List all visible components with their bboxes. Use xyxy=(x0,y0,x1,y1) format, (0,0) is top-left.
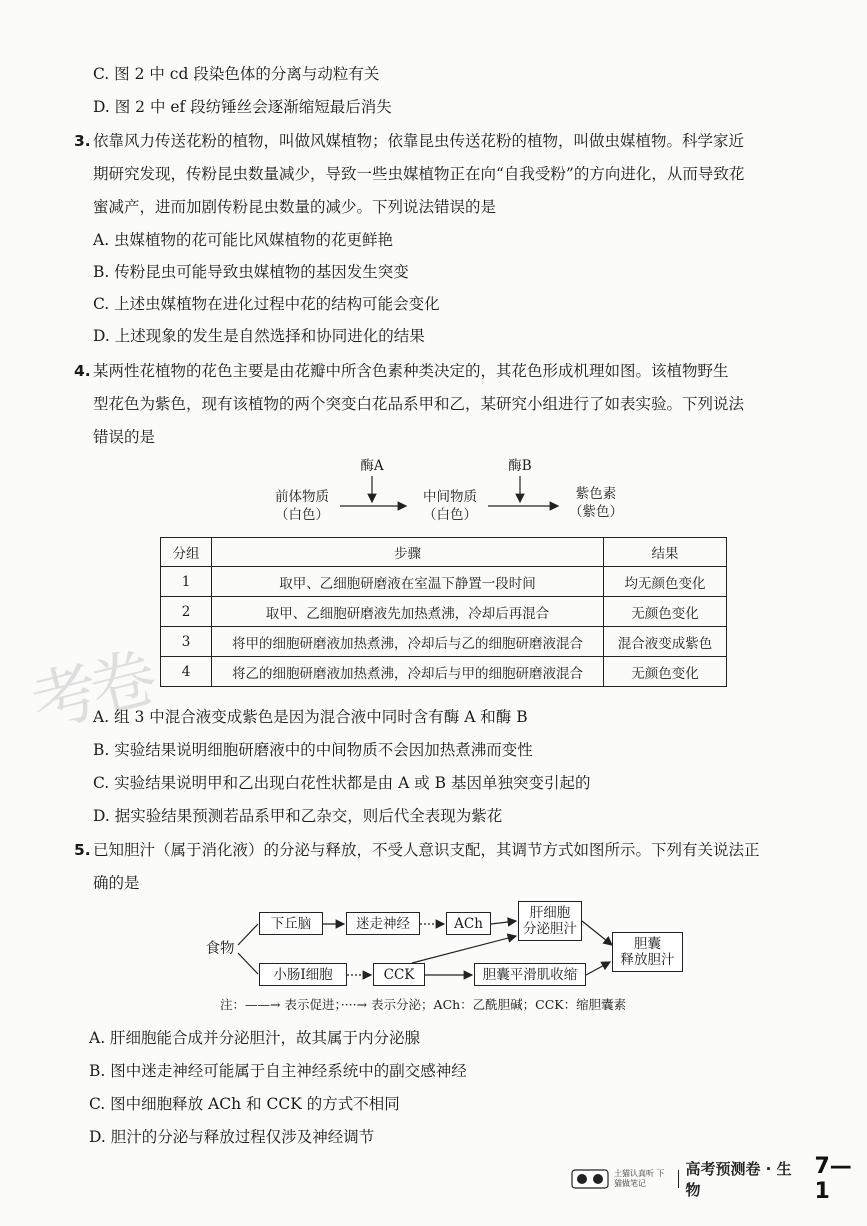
option-5B: B. 图中迷走神经可能属于自主神经系统中的副交感神经 xyxy=(89,1062,467,1080)
enzyme-b-label: 酶B xyxy=(508,458,532,474)
cell-group: 3 xyxy=(161,627,212,657)
vagus-box: 迷走神经 xyxy=(346,912,420,935)
question-3-number: 3. xyxy=(74,132,91,150)
option-3D: D. 上述现象的发生是自然选择和协同进化的结果 xyxy=(93,327,425,345)
option-4B: B. 实验结果说明细胞研磨液中的中间物质不会因加热煮沸而变性 xyxy=(93,741,533,759)
cell-group: 2 xyxy=(161,597,212,627)
watermark: 考卷 xyxy=(23,639,159,744)
option-4D: D. 据实验结果预测若品系甲和乙杂交，则后代全表现为紫花 xyxy=(93,807,503,825)
option-2C: C. 图 2 中 cd 段染色体的分离与动粒有关 xyxy=(93,65,380,83)
option-5A: A. 肝细胞能合成并分泌胆汁，故其属于内分泌腺 xyxy=(89,1029,421,1047)
gallbladder-label-2: 释放胆汁 xyxy=(620,952,675,968)
header-group: 分组 xyxy=(161,538,212,567)
liver-label-1: 肝细胞 xyxy=(529,905,571,921)
cell-result: 无颜色变化 xyxy=(604,657,727,687)
cell-group: 1 xyxy=(161,567,212,597)
cell-steps: 取甲、乙细胞研磨液先加热煮沸，冷却后再混合 xyxy=(212,597,604,627)
question-4-stem-3: 错误的是 xyxy=(93,428,156,446)
arrow-muscle-gallbladder xyxy=(586,962,610,975)
muscle-box: 胆囊平滑肌收缩 xyxy=(474,963,586,986)
cell-group: 4 xyxy=(161,657,212,687)
cell-result: 混合液变成紫色 xyxy=(604,627,727,657)
question-5-number: 5. xyxy=(74,841,91,859)
food-to-intestine-line xyxy=(238,953,258,974)
hypothalamus-box: 下丘脑 xyxy=(259,912,323,935)
cell-steps: 将甲的细胞研磨液加热煮沸，冷却后与乙的细胞研磨液混合 xyxy=(212,627,604,657)
cell-steps: 将乙的细胞研磨液加热煮沸，冷却后与甲的细胞研磨液混合 xyxy=(212,657,604,687)
cell-result: 无颜色变化 xyxy=(604,597,727,627)
question-4-stem-2: 型花色为紫色，现有该植物的两个突变白花品系甲和乙，某研究小组进行了如表实验。下列说法 xyxy=(93,395,745,413)
footer-title: 高考预测卷 · 生物 xyxy=(685,1160,792,1199)
precursor-color: （白色） xyxy=(275,507,329,523)
arrow-liver-gallbladder xyxy=(582,921,612,945)
bile-diagram-note: 注：——→ 表示促进；····→ 表示分泌；ACh：乙酰胆碱；CCK：缩胆囊素 xyxy=(220,997,627,1012)
brand-text: 土猫认真听 下猫做笔记 xyxy=(614,1169,665,1188)
intermediate-label: 中间物质 xyxy=(423,489,477,505)
option-5D: D. 胆汁的分泌与释放过程仅涉及神经调节 xyxy=(89,1128,375,1146)
pigment-label: 紫色素 xyxy=(575,486,617,502)
page-footer xyxy=(570,1154,867,1204)
option-2D: D. 图 2 中 ef 段纺锤丝会逐渐缩短最后消失 xyxy=(93,98,392,116)
food-to-hypothalamus-line xyxy=(238,924,258,945)
option-3A: A. 虫媒植物的花可能比风媒植物的花更鲜艳 xyxy=(93,231,394,249)
enzyme-a-label: 酶A xyxy=(360,458,384,474)
question-3-stem-2: 期研究发现，传粉昆虫数量减少，导致一些虫媒植物正在向“自我受粉”的方向进化，从而导致花 xyxy=(93,165,745,183)
option-3C: C. 上述虫媒植物在进化过程中花的结构可能会变化 xyxy=(93,295,440,313)
food-label: 食物 xyxy=(205,941,235,957)
intestine-box: 小肠Ⅰ细胞 xyxy=(259,963,347,986)
option-4C: C. 实验结果说明甲和乙出现白花性状都是由 A 或 B 基因单独突变引起的 xyxy=(93,774,591,792)
gallbladder-label-1: 胆囊 xyxy=(634,936,661,952)
ach-box: ACh xyxy=(446,912,491,935)
footer-separator xyxy=(678,1170,680,1188)
question-4-stem-1: 某两性花植物的花色主要是由花瓣中所含色素种类决定的，其花色形成机理如图。该植物野生 xyxy=(93,362,729,380)
option-3B: B. 传粉昆虫可能导致虫媒植物的基因发生突变 xyxy=(93,263,409,281)
cck-box: CCK xyxy=(373,963,425,986)
question-3-stem-1: 依靠风力传送花粉的植物，叫做风媒植物；依靠昆虫传送花粉的植物，叫做虫媒植物。科学家近 xyxy=(93,132,745,150)
brand-logo-icon xyxy=(570,1166,610,1192)
header-steps: 步骤 xyxy=(212,538,604,567)
question-3-stem-3: 蜜减产，进而加剧传粉昆虫数量的减少。下列说法错误的是 xyxy=(93,198,497,216)
intermediate-color: （白色） xyxy=(423,507,477,523)
question-4-number: 4. xyxy=(74,362,91,380)
question-5-stem-1: 已知胆汁（属于消化液）的分泌与释放，不受人意识支配，其调节方式如图所示。下列有关说法正 xyxy=(93,841,760,859)
cell-steps: 取甲、乙细胞研磨液在室温下静置一段时间 xyxy=(212,567,604,597)
pigment-color: （紫色） xyxy=(569,504,623,520)
liver-label-2: 分泌胆汁 xyxy=(523,921,577,937)
arrow-ach-liver xyxy=(491,921,516,924)
question-5-stem-2: 确的是 xyxy=(93,874,140,892)
header-result: 结果 xyxy=(604,538,727,567)
arrow-cck-liver xyxy=(412,936,516,963)
option-4A: A. 组 3 中混合液变成紫色是因为混合液中同时含有酶 A 和酶 B xyxy=(93,708,528,726)
precursor-label: 前体物质 xyxy=(275,489,329,505)
option-5C: C. 图中细胞释放 ACh 和 CCK 的方式不相同 xyxy=(89,1095,400,1113)
cell-result: 均无颜色变化 xyxy=(604,567,727,597)
page-number: 7—1 xyxy=(814,1154,852,1204)
